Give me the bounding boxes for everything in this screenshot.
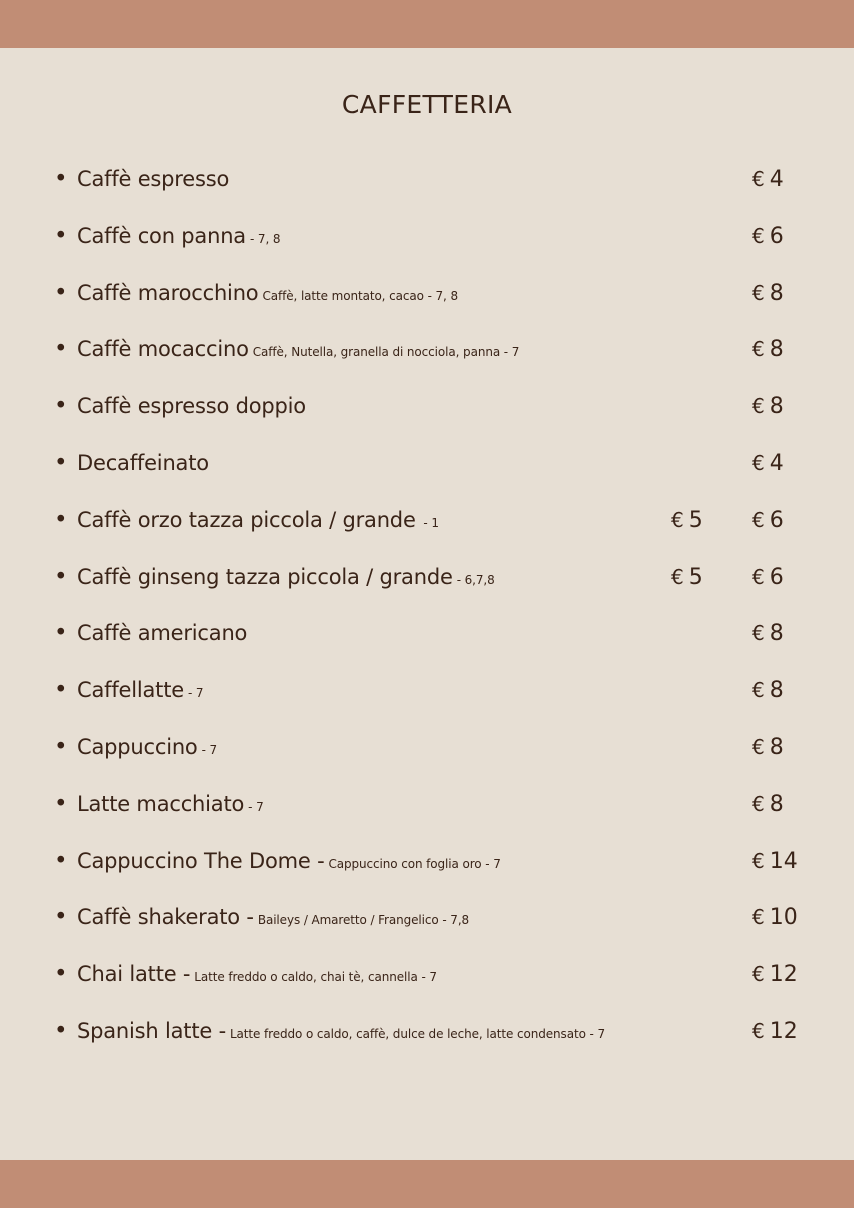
menu-item-note: Cappuccino con foglia oro - 7	[328, 856, 501, 871]
bullet-icon: •	[54, 449, 68, 476]
menu-item-price-small	[671, 505, 703, 537]
menu-item-price	[752, 959, 798, 991]
menu-item-note: - 7	[201, 742, 218, 757]
menu-item-price	[752, 278, 784, 310]
bullet-icon: •	[54, 620, 68, 647]
menu-item-description	[77, 164, 229, 196]
menu-item	[0, 718, 854, 775]
menu-item-description	[77, 334, 519, 367]
menu-item-note: Caffè, Nutella, granella di nocciola, panna - 7	[252, 345, 520, 360]
menu-item-price	[752, 789, 784, 821]
menu-item-description	[77, 505, 439, 538]
currency-symbol: €	[752, 905, 765, 930]
currency-symbol: €	[752, 621, 765, 646]
menu-item-description	[77, 278, 458, 311]
bullet-icon: •	[54, 961, 68, 988]
menu-item-price	[752, 391, 784, 423]
menu-item-note: - 7	[248, 799, 264, 814]
bullet-icon: •	[54, 790, 68, 817]
menu-item	[0, 775, 854, 832]
bullet-icon: •	[54, 166, 68, 192]
menu-item-description	[77, 448, 209, 480]
price-amount: 8	[769, 280, 784, 306]
menu-item-name: Caffè marocchino	[77, 280, 259, 305]
menu-item-note: Caffè, latte montato, cacao - 7, 8	[262, 288, 459, 303]
currency-symbol: €	[671, 564, 684, 589]
menu-item-description	[77, 221, 280, 254]
menu-item	[0, 661, 854, 718]
menu-item-name: Caffè shakerato -	[77, 905, 254, 930]
price-amount: 4	[769, 450, 784, 476]
menu-item-name: Caffè espresso	[77, 167, 230, 191]
menu-item-note: - 6,7,8	[456, 572, 495, 587]
menu-item-name: Cappuccino The Dome -	[77, 848, 325, 873]
price-amount: 8	[769, 678, 784, 704]
price-amount: 12	[769, 962, 798, 988]
menu-item-description	[77, 789, 264, 822]
menu-title: CAFFETTERIA	[341, 90, 513, 119]
price-amount: 8	[769, 337, 784, 363]
menu-item	[0, 604, 854, 661]
menu-item-name: Cappuccino	[77, 734, 198, 759]
menu-item	[0, 1002, 854, 1059]
menu-item-name: Decaffeinato	[77, 450, 209, 475]
menu-item-price	[752, 1016, 798, 1048]
bullet-icon: •	[54, 506, 68, 533]
currency-symbol: €	[671, 507, 684, 532]
menu-item	[0, 207, 854, 264]
menu-item-price	[752, 902, 798, 934]
menu-item-name: Caffè americano	[77, 621, 248, 646]
menu-item-price	[752, 221, 784, 253]
menu-item	[0, 150, 854, 207]
bottom-band	[0, 1160, 854, 1208]
menu-item-price-small	[671, 562, 703, 594]
price-amount: 12	[769, 1018, 798, 1044]
price-amount: 8	[769, 621, 784, 647]
menu-item	[0, 264, 854, 321]
menu-item-name: Caffè mocaccino	[77, 337, 249, 362]
price-amount: 10	[769, 905, 798, 931]
currency-symbol: €	[752, 791, 765, 816]
menu-item-name: Spanish latte -	[77, 1018, 226, 1043]
menu-item-name: Caffè orzo tazza piccola / grande	[77, 507, 416, 532]
menu-item-name: Caffè con panna	[77, 223, 246, 248]
menu-item-description	[77, 618, 247, 650]
menu-item-name: Caffè ginseng tazza piccola / grande	[77, 564, 453, 589]
currency-symbol: €	[752, 167, 765, 191]
menu-item-note: Latte freddo o caldo, chai tè, cannella - 7	[194, 970, 437, 985]
price-amount: 5	[688, 564, 703, 590]
price-amount: 8	[769, 791, 784, 817]
menu-item-name: Chai latte -	[77, 962, 191, 987]
menu-item-description	[77, 675, 203, 708]
bullet-icon: •	[54, 1017, 68, 1044]
menu-item	[0, 832, 854, 889]
bullet-icon: •	[54, 393, 68, 420]
bullet-icon: •	[54, 222, 68, 249]
currency-symbol: €	[752, 848, 765, 873]
price-amount: 14	[769, 848, 798, 874]
menu-item	[0, 945, 854, 1002]
menu-item-note: Latte freddo o caldo, caffè, dulce de leche, latte condensato - 7	[229, 1026, 605, 1041]
menu-item	[0, 434, 854, 491]
menu-item-name: Caffellatte	[77, 678, 184, 703]
price-amount: 6	[769, 223, 784, 249]
currency-symbol: €	[752, 337, 765, 362]
price-amount: 8	[769, 394, 784, 420]
top-band	[0, 0, 854, 48]
bullet-icon: •	[54, 563, 68, 590]
bullet-icon: •	[54, 677, 68, 704]
menu-item-name: Latte macchiato	[77, 791, 245, 816]
menu-item-price	[752, 732, 784, 764]
currency-symbol: €	[752, 394, 765, 419]
menu-item-price	[752, 164, 784, 196]
currency-symbol: €	[752, 564, 765, 589]
menu-item-note: - 7	[187, 686, 204, 701]
menu-item-description	[77, 902, 469, 935]
bullet-icon: •	[54, 847, 68, 874]
menu-item	[0, 888, 854, 945]
bullet-icon: •	[54, 904, 68, 931]
menu-item-description	[77, 959, 437, 992]
price-amount: 8	[769, 734, 784, 760]
menu-item	[0, 377, 854, 434]
menu-item-price	[752, 505, 784, 537]
currency-symbol: €	[752, 450, 765, 475]
menu-item-note: - 7, 8	[249, 231, 281, 246]
price-amount: 5	[688, 507, 703, 533]
menu-item-name: Caffè espresso doppio	[77, 394, 306, 419]
bullet-icon: •	[54, 733, 68, 760]
currency-symbol: €	[752, 223, 765, 248]
currency-symbol: €	[752, 1018, 765, 1043]
currency-symbol: €	[752, 734, 765, 759]
menu-item	[0, 320, 854, 377]
menu-item-price	[752, 448, 784, 480]
menu-list	[0, 150, 854, 1059]
menu-item-description	[77, 1016, 605, 1049]
menu-item-description	[77, 391, 306, 423]
menu-item	[0, 491, 854, 548]
menu-item-description	[77, 562, 495, 595]
bullet-icon: •	[54, 279, 68, 306]
price-amount: 4	[769, 167, 784, 192]
menu-item-price	[752, 334, 784, 366]
currency-symbol: €	[752, 678, 765, 703]
bullet-icon: •	[54, 336, 68, 363]
menu-item-price	[752, 675, 784, 707]
currency-symbol: €	[752, 280, 765, 305]
currency-symbol: €	[752, 507, 765, 532]
menu-item	[0, 548, 854, 605]
menu-item-description	[77, 846, 501, 879]
menu-item-price	[752, 846, 798, 878]
currency-symbol: €	[752, 962, 765, 987]
menu-item-description	[77, 732, 217, 765]
price-amount: 6	[769, 564, 784, 590]
price-amount: 6	[769, 507, 784, 533]
menu-item-price	[752, 618, 784, 650]
menu-item-note: - 1	[419, 515, 439, 530]
menu-item-note: Baileys / Amaretto / Frangelico - 7,8	[257, 913, 470, 928]
menu-item-price	[752, 562, 784, 594]
